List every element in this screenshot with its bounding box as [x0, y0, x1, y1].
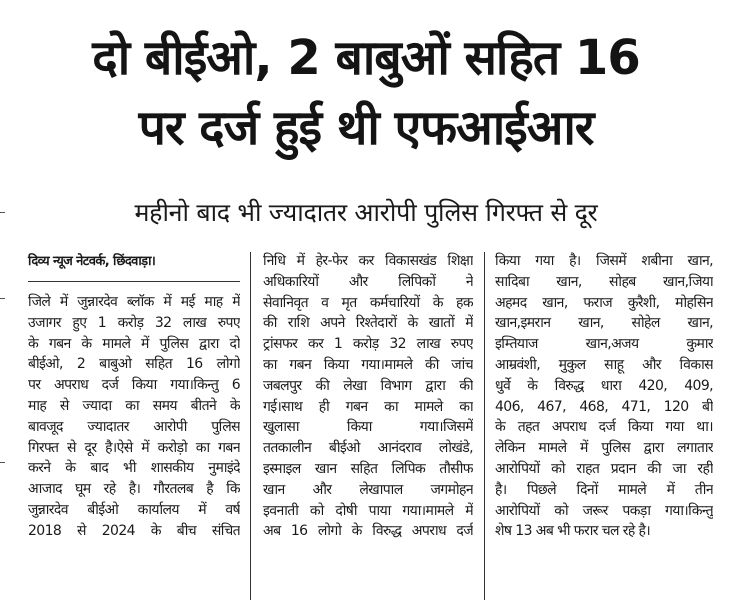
article-line: 406, 467, 468, 471, 120 बी: [495, 398, 713, 415]
article-line: अहमद खान, फराज कुरैशी, मोहसिन: [495, 294, 713, 311]
article-column-1: [28, 251, 240, 542]
column-1-text: [28, 292, 240, 542]
article-line: आरोपियों को जरूर पकड़ा गया।किन्तु: [495, 502, 713, 519]
article-line: जुन्नारदेव बीईओ कार्यालय में वर्ष: [28, 501, 240, 518]
article-line: का गबन किया गया।मामले की जांच: [263, 356, 473, 373]
headline-line-1: दो बीईओ, 2 बाबुओं सहित 16: [92, 30, 640, 86]
article-line: करने के बाद भी शासकीय नुमाइंदे: [28, 460, 240, 477]
article-line: सादिबा खान, सोहब खान,जिया: [495, 273, 713, 290]
edge-mark: [0, 212, 5, 213]
article-line: पर अपराध दर्ज किया गया।किन्तु 6: [28, 377, 240, 394]
article-line: है। पिछले दिनों मामले में तीन: [495, 481, 713, 498]
article-line: गिरफ्त से दूर है।ऐसे में करोड़ो का गबन: [28, 439, 240, 456]
edge-mark: [0, 298, 5, 299]
article-line: बावजूद ज्यादातर आरोपी पुलिस: [28, 418, 240, 435]
article-line: धुर्वे के विरुद्ध धारा 420, 409,: [495, 377, 713, 394]
article-line: गई।साथ ही गबन का मामले का: [263, 398, 473, 415]
article-line: माह से ज्यादा का समय बीतने के: [28, 397, 240, 414]
article-line: खान और लेखापाल जगमोहन: [263, 481, 473, 498]
article-line: के तहत अपराध दर्ज किया गया था।: [495, 419, 713, 436]
article-line: जबलपुर की लेखा विभाग द्वारा की: [263, 377, 473, 394]
column-divider-2: [484, 252, 485, 600]
byline-rule: [28, 281, 240, 282]
column-2-text: [263, 251, 473, 542]
article-column-2: [263, 251, 473, 542]
article-line: शेष 13 अब भी फरार चल रहे है।: [495, 523, 651, 540]
article-line: इम्तियाज खान,अजय कुमार: [495, 336, 713, 353]
article-column-3: [495, 251, 713, 542]
column-divider-1: [250, 252, 251, 600]
article-line: के गबन के मामले में पुलिस द्वारा दो: [28, 335, 240, 352]
article-line: इस्माइल खान सहित लिपिक तौसीफ: [263, 460, 473, 477]
subheadline: महीनो बाद भी ज्यादातर आरोपी पुलिस गिरफ्त से दूर: [134, 198, 598, 227]
edge-mark: [0, 462, 5, 463]
headline-line-2: पर दर्ज हुई थी एफआईआर: [138, 100, 594, 156]
article-line: जिले में जुन्नारदेव ब्लॉक में मई माह में: [28, 294, 240, 310]
article-line: बीईओ, 2 बाबुओ सहित 16 लोगो: [28, 356, 240, 373]
article-line: ट्रांसफर कर 1 करोड़ 32 लाख रुपए: [263, 336, 473, 353]
column-3-text: [495, 251, 713, 542]
article-line: खान,इमरान खान, सोहेल खान,: [495, 315, 713, 332]
article-line: सेवानिवृत व मृत कर्मचारियों के हक: [263, 294, 473, 311]
article-line: लेकिन मामले में पुलिस द्वारा लगातार: [495, 440, 713, 457]
article-line: खुलासा किया गया।जिसमें: [263, 419, 473, 436]
article-line: अब 16 लोगो के विरुद्ध अपराध दर्ज: [263, 523, 473, 540]
article-line: ततकालीन बीईओ आनंदराव लोखंडे,: [263, 440, 473, 457]
article-line: उजागर हुए 1 करोड़ 32 लाख रुपए: [28, 314, 240, 331]
article-line: आजाद घूम रहे है। गौरतलब है कि: [28, 481, 240, 498]
article-line: अधिकारियों और लिपिकों ने: [263, 273, 473, 290]
article-line: 2018 से 2024 के बीच संचित: [28, 522, 240, 539]
article-line: आम्रवंशी, मुकुल साहू और विकास: [495, 356, 713, 373]
article-line: की राशि अपने रिश्तेदारों के खातों में: [263, 315, 473, 332]
article-line: किया गया है। जिसमें शबीना खान,: [495, 253, 713, 269]
article-line: इवनाती को दोषी पाया गया।मामले में: [263, 502, 473, 519]
article-line: निधि में हेर-फेर कर विकासखंड शिक्षा: [263, 253, 473, 269]
byline: दिव्य न्यूज नेटवर्क, छिंदवाड़ा।: [28, 254, 156, 269]
article-line: आरोपियों को राहत प्रदान की जा रही: [495, 460, 713, 477]
